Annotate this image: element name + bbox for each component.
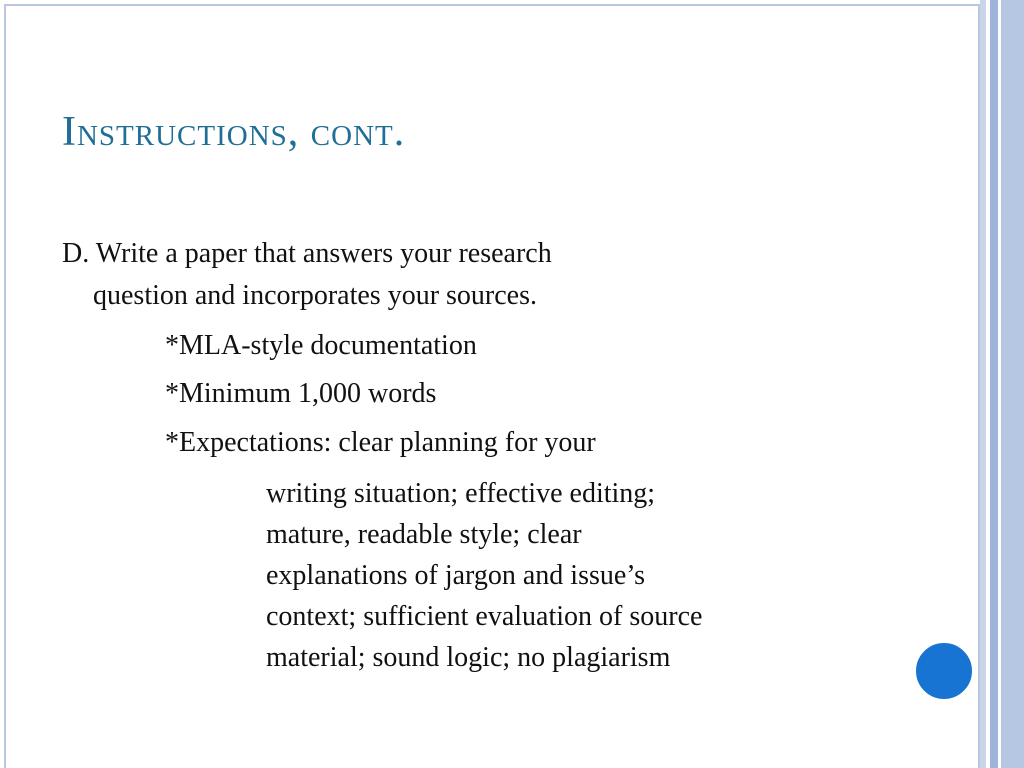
body-line: mature, readable style; clear <box>266 519 582 550</box>
slide-title: Instructions, cont. <box>62 109 406 155</box>
body-line: writing situation; effective editing; <box>266 478 656 509</box>
bullet-item: *Expectations: clear planning for your <box>165 427 596 458</box>
decorative-stripe <box>1001 0 1024 768</box>
body-line: context; sufficient evaluation of source <box>266 601 703 632</box>
body-line: material; sound logic; no plagiarism <box>266 642 671 673</box>
bullet-item: *Minimum 1,000 words <box>165 378 437 409</box>
body-line: question and incorporates your sources. <box>93 280 537 311</box>
decorative-circle <box>913 640 975 702</box>
body-line: D. Write a paper that answers your research <box>62 238 552 269</box>
body-line: explanations of jargon and issue’s <box>266 560 645 591</box>
bullet-item: *MLA-style documentation <box>165 330 477 361</box>
decorative-stripe <box>990 0 998 768</box>
